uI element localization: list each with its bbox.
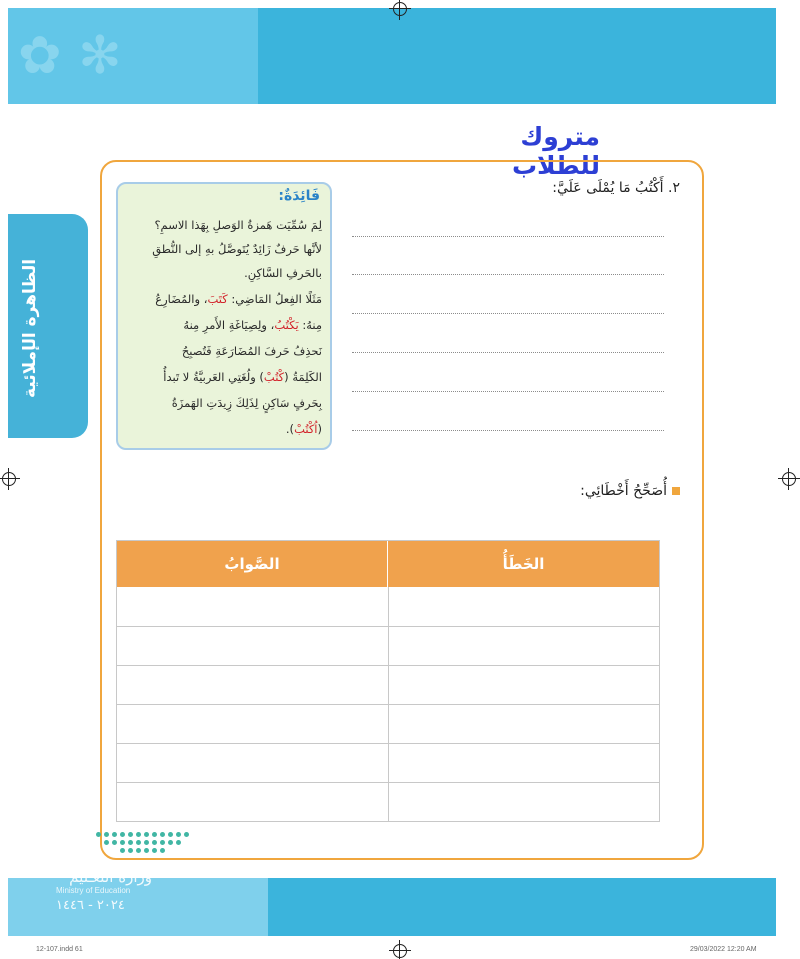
logo-dot bbox=[168, 840, 173, 845]
logo-dot bbox=[120, 848, 125, 853]
corrections-table bbox=[116, 540, 660, 822]
tip-title: فَائِدَةٌ: bbox=[278, 188, 320, 204]
logo-dot bbox=[168, 832, 173, 837]
tip-line bbox=[124, 422, 322, 436]
table-row[interactable] bbox=[117, 665, 659, 666]
registration-mark-right bbox=[782, 472, 796, 486]
logo-dot bbox=[136, 840, 141, 845]
tip-text: ). bbox=[285, 422, 295, 436]
tip-text: ) ولُغَتِي العَربيَّةُ لا تَبدأُ bbox=[163, 370, 264, 384]
ministry-name-english: Ministry of Education bbox=[56, 886, 131, 895]
logo-dot bbox=[104, 840, 109, 845]
tip-example-word: كْتُبْ bbox=[263, 370, 285, 384]
dictation-question-label: ٢. أَكْتُبُ مَا يُمْلَى عَلَيَّ: bbox=[552, 180, 680, 196]
calligraphy-decoration: ✿ ✻ bbox=[18, 26, 122, 86]
column-header-correct: الصَّوابُ bbox=[117, 541, 388, 587]
dictation-writing-line[interactable] bbox=[352, 391, 664, 392]
chapter-side-tab-label: الظاهرة الإملائية bbox=[20, 258, 40, 398]
tip-example-word: كَتَبَ bbox=[207, 292, 228, 306]
dictation-writing-line[interactable] bbox=[352, 236, 664, 237]
logo-dot bbox=[152, 832, 157, 837]
logo-dot bbox=[176, 832, 181, 837]
tip-text: الكَلِمَةُ ( bbox=[284, 370, 322, 384]
print-date-slug: 29/03/2022 12:20 AM bbox=[690, 946, 757, 953]
tip-text: ( bbox=[317, 422, 322, 436]
registration-mark-left bbox=[2, 472, 16, 486]
ministry-logo-icon bbox=[96, 832, 192, 860]
logo-dot bbox=[176, 840, 181, 845]
logo-dot bbox=[104, 832, 109, 837]
registration-mark-bottom bbox=[393, 944, 407, 958]
tip-text: ، والمُضَارِعُ bbox=[155, 292, 208, 306]
tip-text: مِنهُ: bbox=[298, 318, 322, 332]
column-header-wrong: الخَطَأُ bbox=[388, 541, 659, 587]
logo-dot bbox=[128, 848, 133, 853]
logo-dot bbox=[144, 840, 149, 845]
registration-mark-top bbox=[393, 2, 407, 16]
tip-line: بِحَرفٍ سَاكِنٍ لِذَلِكَ زِيدَتِ الهَمزَةُ bbox=[171, 396, 322, 410]
fix-mistakes-heading bbox=[500, 483, 680, 499]
edition-year: ٢٠٢٤ - ١٤٤٦ bbox=[56, 898, 125, 913]
logo-dot bbox=[160, 832, 165, 837]
orange-bullet-icon bbox=[672, 487, 680, 495]
dictation-writing-line[interactable] bbox=[352, 352, 664, 353]
tip-line bbox=[124, 292, 322, 306]
dictation-writing-line[interactable] bbox=[352, 430, 664, 431]
tip-line bbox=[124, 318, 322, 332]
logo-dot bbox=[120, 832, 125, 837]
table-row[interactable] bbox=[117, 743, 659, 744]
logo-dot bbox=[152, 840, 157, 845]
logo-dot bbox=[152, 848, 157, 853]
table-row[interactable] bbox=[117, 626, 659, 627]
tip-text: مَثَلًا الفِعلُ المَاضِي: bbox=[227, 292, 322, 306]
print-file-slug: 12-107.indd 61 bbox=[36, 946, 83, 953]
tip-line: لِمَ سُمِّيَت هَمزةُ الوَصلِ بِهَذا الاسمِ؟ bbox=[154, 218, 322, 232]
tip-line: لأنَّها حَرفٌ زَائِدٌ يُتَوصَّلُ بهِ إلى النُّطقِ bbox=[152, 242, 322, 256]
logo-dot bbox=[128, 840, 133, 845]
logo-dot bbox=[136, 832, 141, 837]
table-row[interactable] bbox=[117, 704, 659, 705]
tip-example-word: يَكْتُبُ bbox=[274, 318, 299, 332]
tip-line bbox=[124, 370, 322, 384]
tip-text: ، ولِصِيَاغَةِ الأَمرِ مِنهُ bbox=[183, 318, 275, 332]
logo-dot bbox=[112, 832, 117, 837]
tip-box bbox=[116, 182, 332, 450]
tip-example-word: اُكْتُبْ bbox=[294, 422, 318, 436]
left-for-students-stamp: متروك للطلاب bbox=[511, 122, 600, 180]
logo-dot bbox=[160, 848, 165, 853]
header-band bbox=[8, 8, 776, 104]
logo-dot bbox=[120, 840, 125, 845]
logo-dot bbox=[128, 832, 133, 837]
logo-dot bbox=[96, 832, 101, 837]
logo-dot bbox=[184, 832, 189, 837]
logo-dot bbox=[136, 848, 141, 853]
dictation-writing-line[interactable] bbox=[352, 274, 664, 275]
tip-line: بالحَرفِ السَّاكِنِ. bbox=[244, 266, 322, 280]
logo-dot bbox=[144, 848, 149, 853]
ministry-name-arabic: وزارة التعـليم bbox=[69, 868, 152, 886]
table-row[interactable] bbox=[117, 782, 659, 783]
logo-dot bbox=[112, 840, 117, 845]
logo-dot bbox=[144, 832, 149, 837]
fix-mistakes-label: أُصَحِّحُ أَخْطَائِي: bbox=[580, 483, 667, 499]
dictation-writing-line[interactable] bbox=[352, 313, 664, 314]
tip-line: نَحذِفُ حَرفَ المُضَارَعَةِ فَتُصبِحُ bbox=[181, 344, 322, 358]
logo-dot bbox=[160, 840, 165, 845]
